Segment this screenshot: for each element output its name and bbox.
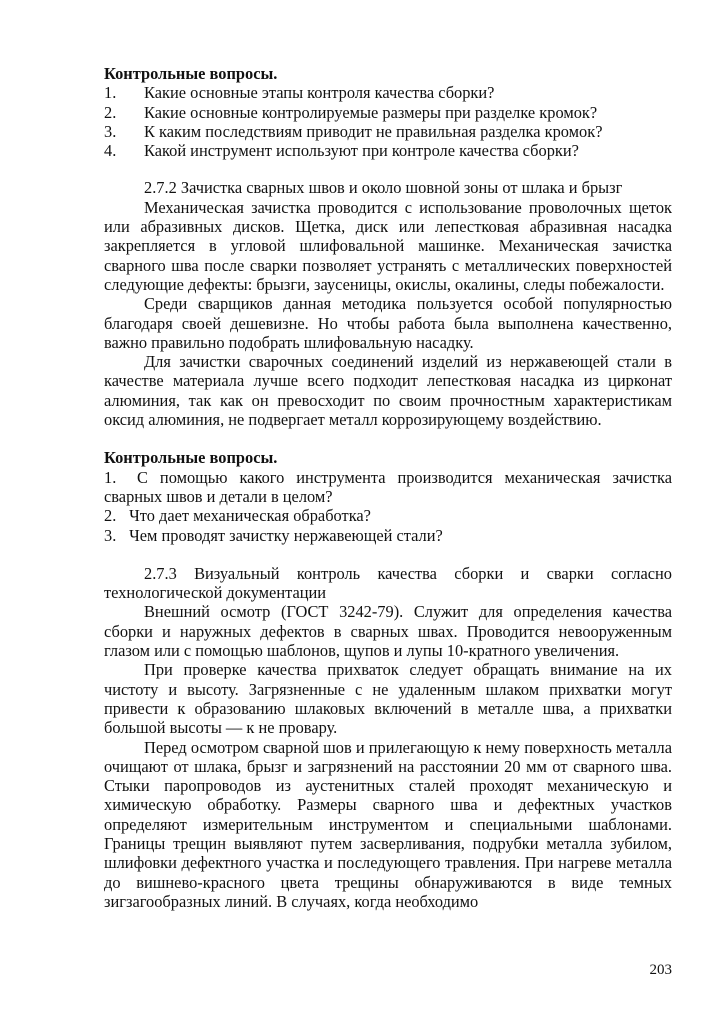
question-text: Какие основные этапы контроля качества сборки? xyxy=(144,83,495,103)
question-text: Что дает механическая обработка? xyxy=(129,506,371,526)
control-questions-heading-2: Контрольные вопросы. xyxy=(104,448,278,468)
question-text: Какой инструмент используют при контроле качества сборки? xyxy=(144,141,579,161)
question-number: 2. xyxy=(104,102,117,122)
question-list-2 xyxy=(104,468,672,545)
question-item xyxy=(104,122,672,141)
question-text: Какие основные контролируемые размеры при разделке кромок? xyxy=(144,102,598,122)
question-number: 2. xyxy=(104,506,117,526)
question-item xyxy=(104,83,672,102)
question-item xyxy=(104,468,672,507)
paragraph: Внешний осмотр (ГОСТ 3242-79). Служит для определения качества сборки и наружных дефектов в сварных швах. Проводится невооруженным глазом или с помощью шаблонов, щупов и лупы 10-кратного увеличения. xyxy=(104,602,672,661)
section-title-2-7-2: 2.7.2 Зачистка сварных швов и около шовной зоны от шлака и брызг xyxy=(144,178,623,198)
page-content xyxy=(104,64,672,911)
question-item xyxy=(104,506,672,525)
question-item xyxy=(104,103,672,122)
question-number: 4. xyxy=(104,141,117,161)
paragraph: При проверке качества прихваток следует обращать внимание на их чистоту и высоту. Загрязненные с не удаленным шлаком прихватки могут привести к образованию шлаковых включений в металле шва, а прихватки большой высоты — к не провару. xyxy=(104,660,672,738)
question-item xyxy=(104,526,672,545)
paragraph: Перед осмотром сварной шов и прилегающую к нему поверхность металла очищают от шлака, брызг и загрязнений на расстоянии 20 мм от сварного шва. Стыки паропроводов из аустенитных сталей проходят механическую и химическую обработку. Размеры сварного шва и дефектных участков определяют измерительным инструментом и специальными шаблонами. Границы трещин выявляют путем засверливания, подрубки металла зубилом, шлифовки дефектного участка и последующего травления. При нагреве металла до вишнево-красного цвета трещины обнаруживаются в виде темных зигзагообразных линий. В случаях, когда необходимо xyxy=(104,737,672,911)
paragraph: Среди сварщиков данная методика пользуется особой популярностью благодаря своей дешевизне. Но чтобы работа была выполнена качественно, важно правильно подобрать шлифовальную насадку. xyxy=(104,294,672,352)
question-item xyxy=(104,141,672,160)
question-number: 1. xyxy=(104,467,117,487)
page-number: 203 xyxy=(649,962,672,978)
question-number: 3. xyxy=(104,121,117,141)
paragraph: Механическая зачистка проводится с использование проволочных щеток или абразивных дисков. Щетка, диск или лепестковая абразивная насадка закрепляется в угловой шлифовальной машинке. Механическая зачистка сварного шва после сварки позволяет устранять с металлических поверхностей следующие дефекты: брызги, заусеницы, окислы, окалины, следы побежалости. xyxy=(104,197,672,294)
paragraph: Для зачистки сварочных соединений изделий из нержавеющей стали в качестве материала лучше всего подходит лепестковая насадка из цирконат алюминия, так как он превосходит по своим прочностным характеристикам оксид алюминия, не подвергает металл коррозирующему воздействию. xyxy=(104,352,672,430)
control-questions-heading-1: Контрольные вопросы. xyxy=(104,64,278,83)
question-number: 3. xyxy=(104,525,117,545)
question-text: Чем проводят зачистку нержавеющей стали? xyxy=(129,525,443,545)
question-number: 1. xyxy=(104,83,117,103)
question-text: С помощью какого инструмента производится механическая зачистка сварных швов и детали в целом? xyxy=(104,467,672,506)
section-title-2-7-3: 2.7.3 Визуальный контроль качества сборки и сварки согласно технологической документации xyxy=(104,563,672,603)
question-list-1 xyxy=(104,83,672,160)
question-text: К каким последствиям приводит не правильная разделка кромок? xyxy=(144,121,603,141)
